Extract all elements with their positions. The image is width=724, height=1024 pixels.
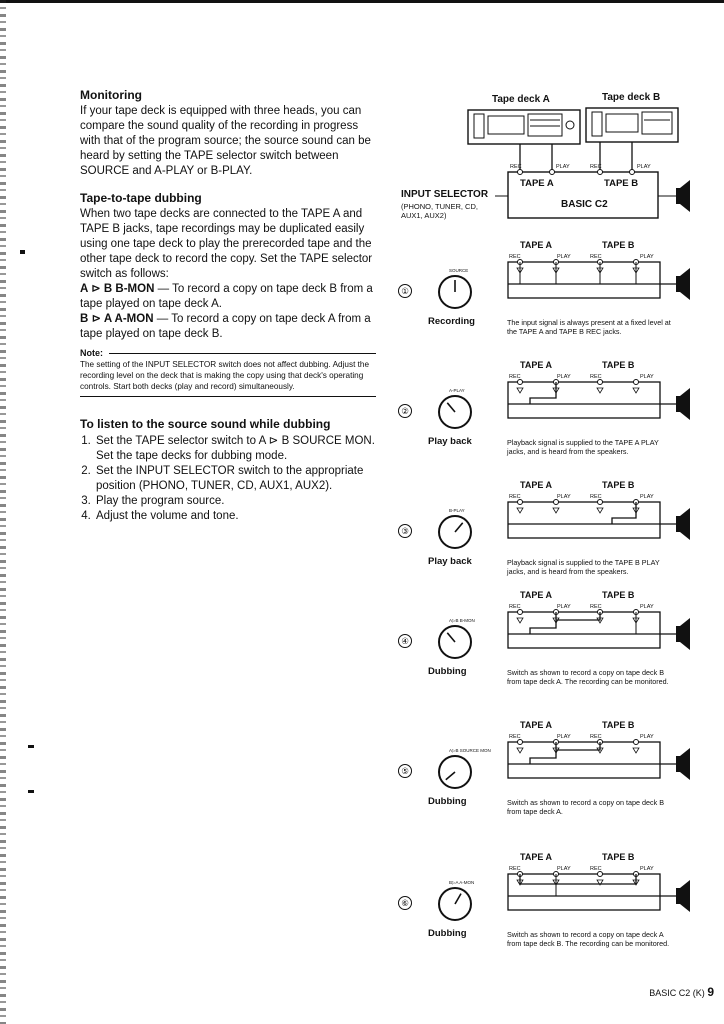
jack	[634, 380, 639, 385]
mode-name: Play back	[428, 436, 472, 447]
mode-a-to-b-key: A ⊳ B B-MON	[80, 283, 155, 295]
signal-box	[508, 502, 660, 538]
speaker-icon	[676, 396, 680, 412]
play-label: PLAY	[557, 734, 571, 740]
dub-path	[556, 742, 600, 750]
signal-branch	[530, 382, 556, 404]
signal-arrow	[517, 748, 523, 753]
dub-path	[520, 874, 636, 884]
speaker-cone	[680, 268, 690, 300]
dubbing-body: When two tape decks are connected to the TAPE A and TAPE B jacks, tape recordings may be duplicated easily using one tape deck to play the prerecorded tape and the other tape deck to record the copy. Set the TAPE selector switch as follows:	[80, 208, 373, 280]
jack	[598, 380, 603, 385]
page-footer	[649, 985, 714, 999]
jack	[518, 740, 523, 745]
mode-number: ③	[398, 524, 412, 538]
signal-arrow	[597, 508, 603, 513]
dub-path	[556, 612, 600, 620]
mode-number: ①	[398, 284, 412, 298]
speaker-icon	[676, 516, 680, 532]
note-text: The setting of the INPUT SELECTOR switch does not affect dubbing. Adjust the recording level on the deck that is making the copy using that deck's operating controls. Start both decks (play and record) simultaneously.	[80, 360, 369, 391]
listen-heading: To listen to the source sound while dubbing	[80, 417, 331, 431]
listen-step: 2. Set the INPUT SELECTOR switch to the appropriate position (PHONO, TUNER, CD, AUX1, AUX2).	[94, 464, 376, 494]
listen-step: 1. Set the TAPE selector switch to A ⊳ B SOURCE MON. Set the tape decks for dubbing mode.	[94, 434, 376, 464]
footer-model: BASIC C2 (K)	[649, 988, 705, 998]
knob-position-label: B-PLAY	[449, 508, 465, 513]
play-label: PLAY	[640, 866, 654, 872]
input-sources-label: (PHONO, TUNER, CD, AUX1, AUX2)	[401, 202, 478, 220]
rec-label: REC	[509, 254, 521, 260]
play-label: PLAY	[640, 374, 654, 380]
tape-a-label: TAPE A	[520, 240, 553, 250]
knob-position-label: SOURCE	[449, 268, 469, 273]
signal-branch	[530, 742, 556, 764]
play-label: PLAY	[640, 254, 654, 260]
tape-b-label: TAPE B	[602, 852, 635, 862]
input-selector-label: INPUT SELECTOR	[401, 189, 489, 200]
mode-caption: Switch as shown to record a copy on tape deck B from tape deck A.	[507, 798, 665, 816]
mode-caption: Playback signal is supplied to the TAPE A PLAY jacks, and is heard from the speakers.	[507, 438, 659, 456]
rec-label: REC	[509, 494, 521, 500]
tape-b-label: TAPE B	[602, 590, 635, 600]
play-label: PLAY	[557, 494, 571, 500]
tape-a-label: TAPE A	[520, 852, 553, 862]
signal-arrow	[633, 748, 639, 753]
tape-b-label: TAPE B	[602, 360, 635, 370]
mode-b-to-a-key: B ⊳ A A-MON	[80, 313, 154, 325]
page-number: 9	[707, 985, 714, 999]
signal-branch	[612, 502, 636, 524]
mode-name: Play back	[428, 556, 472, 567]
tape-b-label: TAPE B	[602, 240, 635, 250]
note-label: Note:	[80, 348, 376, 359]
play-label: PLAY	[640, 604, 654, 610]
tape-a-label: TAPE A	[520, 360, 553, 370]
signal-box	[508, 262, 660, 298]
tape-a-label: TAPE A	[520, 720, 553, 730]
mode-name: Dubbing	[428, 666, 467, 677]
rec-label: REC	[590, 374, 602, 380]
mode-name: Dubbing	[428, 796, 467, 807]
rec-label: REC	[590, 866, 602, 872]
speaker-icon	[676, 888, 680, 904]
mode-caption: Switch as shown to record a copy on tape deck B from tape deck A. The recording can be monitored.	[507, 668, 669, 686]
tape-a-label: TAPE A	[520, 480, 553, 490]
deck-b-label: Tape deck B	[602, 92, 661, 103]
play-label: PLAY	[640, 494, 654, 500]
mode-name: Dubbing	[428, 928, 467, 939]
tape-a-label: TAPE A	[520, 590, 553, 600]
knob-position-label: A▷B B-MON	[449, 618, 475, 623]
signal-arrow	[553, 508, 559, 513]
signal-arrow	[517, 508, 523, 513]
signal-box	[508, 742, 660, 778]
signal-box	[508, 612, 660, 648]
deck-a-label: Tape deck A	[492, 94, 550, 105]
rec-label: REC	[509, 734, 521, 740]
mode-number: ⑥	[398, 896, 412, 910]
jack	[554, 500, 559, 505]
speaker-icon	[676, 276, 680, 292]
play-label: PLAY	[557, 866, 571, 872]
speaker-cone	[680, 388, 690, 420]
amp-label: BASIC C2	[561, 199, 608, 210]
mode-caption: Playback signal is supplied to the TAPE B PLAY jacks, and is heard from the speakers.	[507, 558, 660, 576]
speaker-cone	[680, 508, 690, 540]
play-label-b: PLAY	[637, 164, 651, 170]
jack	[598, 500, 603, 505]
jack	[518, 500, 523, 505]
speaker-icon	[676, 756, 680, 772]
mode-caption: Switch as shown to record a copy on tape deck A from tape deck B. The recording can be monitored.	[507, 930, 670, 948]
jack	[634, 740, 639, 745]
mode-number: ⑤	[398, 764, 412, 778]
signal-arrow	[517, 388, 523, 393]
rec-label: REC	[509, 866, 521, 872]
jack	[518, 610, 523, 615]
signal-arrow	[517, 618, 523, 623]
dubbing-heading: Tape-to-tape dubbing	[80, 191, 202, 205]
monitoring-heading: Monitoring	[80, 88, 142, 102]
play-label: PLAY	[557, 254, 571, 260]
tape-b-label: TAPE B	[604, 178, 639, 189]
knob-position-label: A-PLAY	[449, 388, 465, 393]
knob-position-label: B▷A A-MON	[449, 880, 475, 885]
tape-a-label: TAPE A	[520, 178, 554, 189]
tape-b-label: TAPE B	[602, 720, 635, 730]
rec-label: REC	[590, 494, 602, 500]
signal-arrow	[597, 388, 603, 393]
speaker-cone	[680, 748, 690, 780]
jack	[598, 872, 603, 877]
mode-name: Recording	[428, 316, 475, 327]
mode-caption: The input signal is always present at a fixed level at the TAPE A and TAPE B REC jacks.	[507, 318, 671, 336]
mode-b-to-a-text: — To record a copy on tape deck A from a tape played on tape deck B.	[80, 313, 371, 340]
rec-label: REC	[509, 604, 521, 610]
rec-label-a: REC	[510, 164, 522, 170]
listen-step: 4. Adjust the volume and tone.	[94, 509, 376, 524]
signal-branch	[530, 612, 556, 634]
play-label: PLAY	[640, 734, 654, 740]
speaker-cone	[680, 618, 690, 650]
monitoring-body: If your tape deck is equipped with three heads, you can compare the sound quality of the recording in progress with that of the program source; the source sound can be heard by setting the TAPE selector switch between SOURCE and A-PLAY or B-PLAY.	[80, 105, 371, 177]
mode-a-to-b-text: — To record a copy on tape deck B from a tape played on tape deck A.	[80, 283, 373, 310]
play-label-a: PLAY	[556, 164, 570, 170]
rec-label: REC	[590, 604, 602, 610]
listen-step: 3. Play the program source.	[94, 494, 376, 509]
rec-label: REC	[590, 734, 602, 740]
play-label: PLAY	[557, 374, 571, 380]
knob-position-label: A▷B SOURCE MON	[449, 748, 491, 753]
mode-number: ④	[398, 634, 412, 648]
signal-box	[508, 382, 660, 418]
rec-label: REC	[590, 254, 602, 260]
signal-arrow	[633, 388, 639, 393]
speaker-icon	[676, 626, 680, 642]
mode-number: ②	[398, 404, 412, 418]
tape-b-label: TAPE B	[602, 480, 635, 490]
jack	[518, 380, 523, 385]
play-label: PLAY	[557, 604, 571, 610]
signal-box	[508, 874, 660, 910]
rec-label-b: REC	[590, 164, 602, 170]
speaker-cone	[680, 880, 690, 912]
rec-label: REC	[509, 374, 521, 380]
